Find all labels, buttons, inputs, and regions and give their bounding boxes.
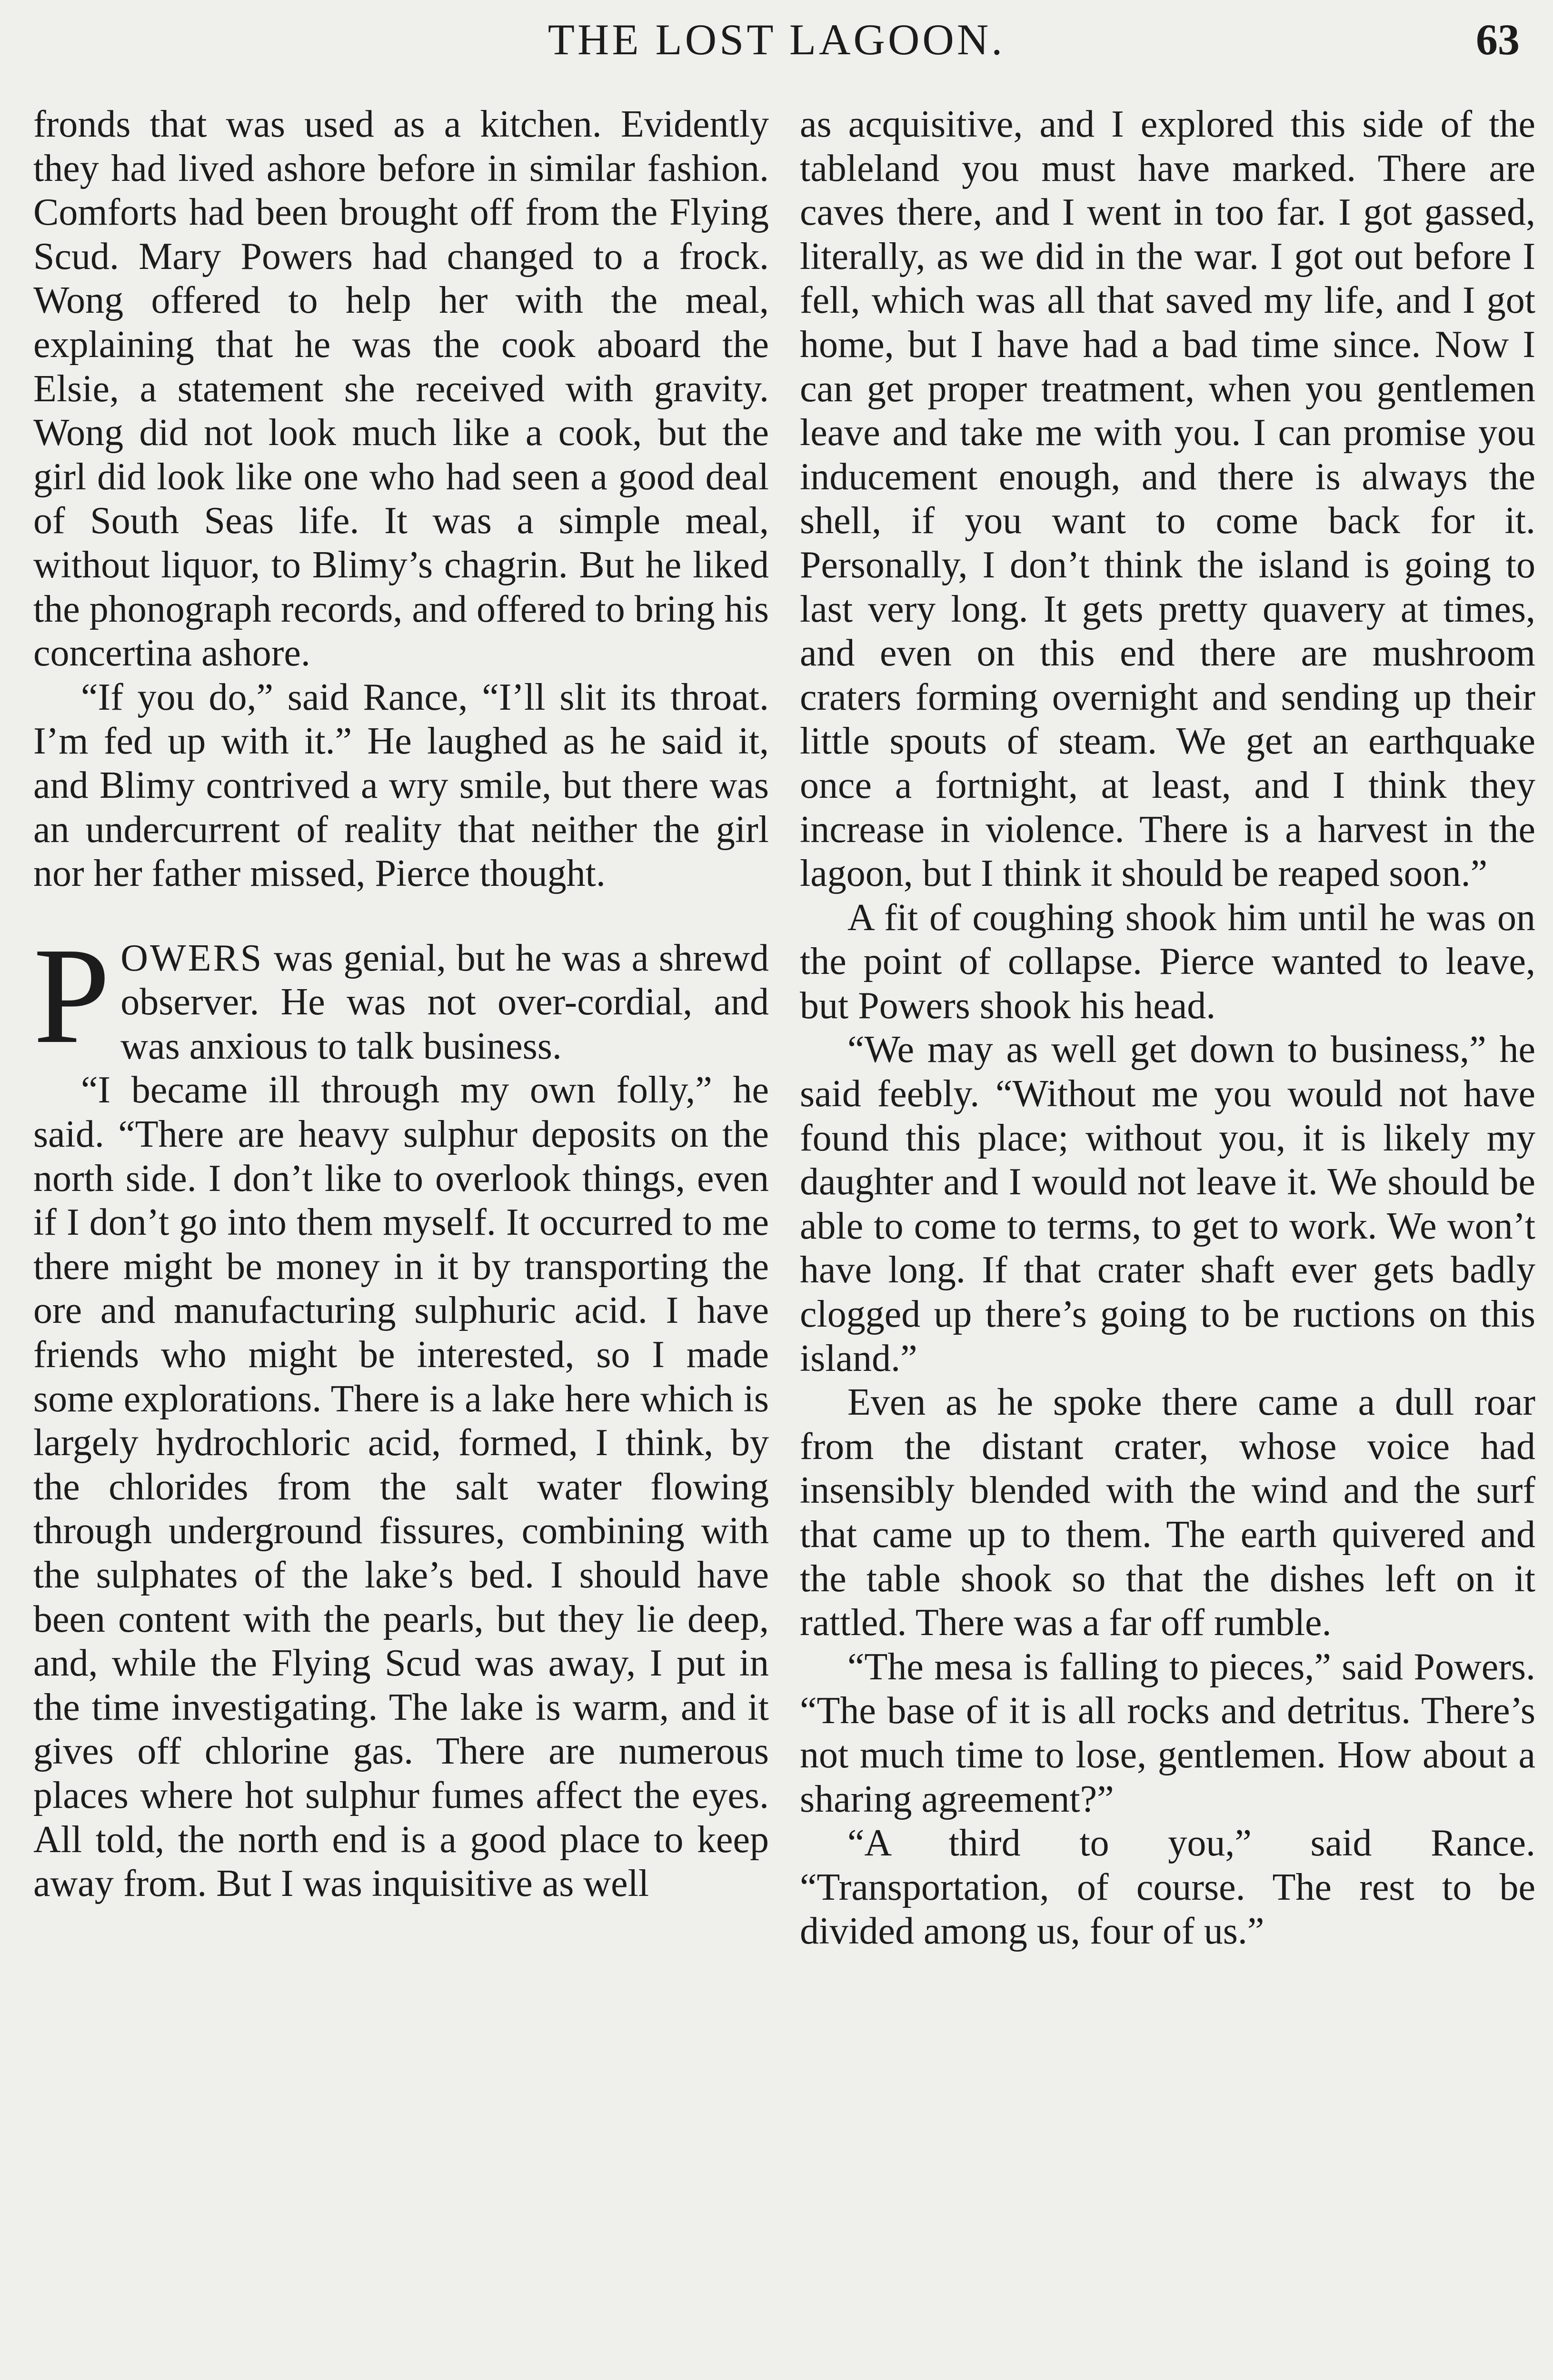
paragraph: “We may as well get down to business,” he said feebly. “Without me you would not have found this place; without you, it is likely my daughter and I would not leave it. We should be able to come to terms, to get to work. We won’t have long. If that crater shaft ever gets badly clogged up there’s going to be ructions on this island.” xyxy=(800,1029,1535,1379)
paragraph: A fit of coughing shook him until he was on the point of collapse. Pierce wanted to leave, but Powers shook his head. xyxy=(800,896,1535,1027)
page-header xyxy=(0,7,1553,69)
paragraph: “The mesa is falling to pieces,” said Powers. “The base of it is all rocks and detritus. There’s not much time to lose, gentlemen. How about a sharing agreement?” xyxy=(800,1646,1535,1820)
drop-cap-paragraph xyxy=(33,919,769,1072)
page-number: 63 xyxy=(1476,15,1520,64)
paragraph: fronds that was used as a kitchen. Evidently they had lived ashore before in similar fashion. Comforts had been brought off from the Flying Scud. Mary Powers had changed to a frock. Wong offered to help her with the meal, explaining that he was the cook aboard the Elsie, a statement she received with gravity. Wong did not look much like a cook, but the girl did look like one who had seen a good deal of South Seas life. It was a simple meal, without liquor, to Blimy’s chagrin. But he liked the phonograph records, and offered to bring his concertina ashore. xyxy=(33,103,769,674)
paragraph: “I became ill through my own folly,” he said. “There are heavy sulphur deposits on the north side. I don’t like to overlook things, even if I don’t go into them myself. It occurred to me there might be money in it by transporting the ore and manufacturing sulphuric acid. I have friends who might be interested, so I made some explorations. There is a lake here which is largely hydrochloric acid, formed, I think, by the chlorides from the salt water flowing through underground fissures, combining with the sulphates of the lake’s bed. I should have been content with the pearls, but they lie deep, and, while the Flying Scud was away, I put in the time investigating. The lake is warm, and it gives off chlorine gas. There are numerous places where hot sulphur fumes affect the eyes. All told, the north end is a good place to keep away from. But I was inquisitive as well xyxy=(33,1069,769,1905)
paragraph: as acquisitive, and I explored this side of the tableland you must have marked. There are caves there, and I went in too far. I got gassed, literally, as we did in the war. I got out before I fell, which was all that saved my life, and I got home, but I have had a bad time since. Now I can get proper treatment, when you gentlemen leave and take me with you. I can promise you inducement enough, and there is always the shell, if you want to come back for it. Personally, I don’t think the island is going to last very long. It gets pretty quavery at times, and even on this end there are mushroom craters forming overnight and sending up their little spouts of steam. We get an earthquake once a fortnight, at least, and I think they increase in violence. There is a harvest in the lagoon, but I think it should be reaped soon.” xyxy=(800,103,1535,895)
right-column xyxy=(800,102,1535,1954)
paragraph: “A third to you,” said Rance. “Transportation, of course. The rest to be divided among us, four of us.” xyxy=(800,1822,1535,1953)
paragraph-text: was genial, but he was a shrewd observer. He was not over-cordial, and was anxious to talk business. xyxy=(120,937,769,1067)
drop-cap-letter: P xyxy=(33,919,110,1072)
left-column xyxy=(33,102,769,1906)
paragraph: Even as he spoke there came a dull roar from the distant crater, whose voice had insensibly blended with the wind and the surf that came up to them. The earth quivered and the table shook so that the dishes left on it rattled. There was a far off rumble. xyxy=(800,1381,1535,1644)
running-title: THE LOST LAGOON. xyxy=(548,15,1005,64)
small-caps-lead: OWERS xyxy=(120,937,264,979)
section-break xyxy=(33,896,769,936)
paragraph: “If you do,” said Rance, “I’ll slit its throat. I’m fed up with it.” He laughed as he said it, and Blimy contrived a wry smile, but there was an undercurrent of reality that neither the girl nor her father missed, Pierce thought. xyxy=(33,676,769,895)
